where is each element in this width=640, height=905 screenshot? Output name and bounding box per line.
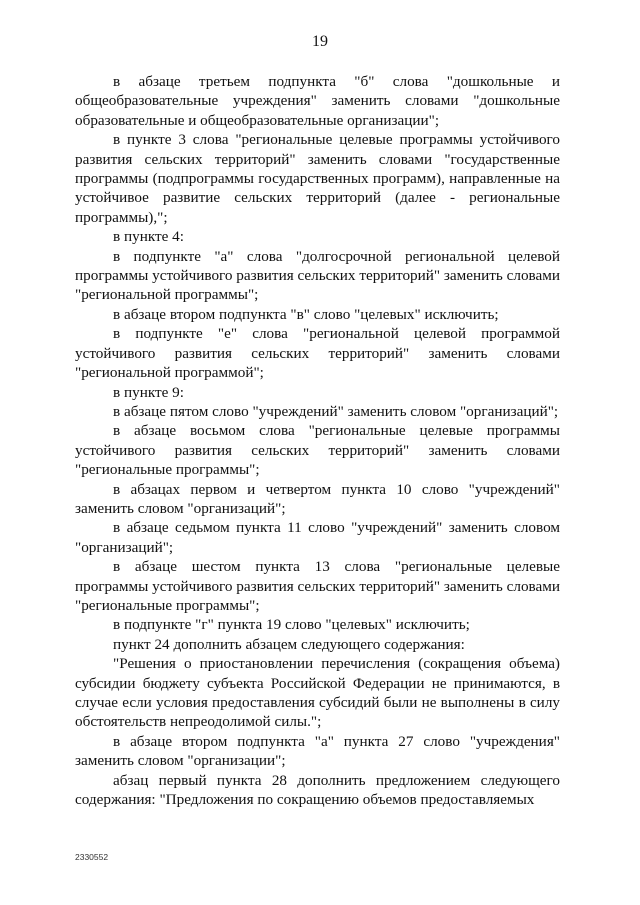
paragraph: в абзаце седьмом пункта 11 слово "учреждений" заменить словом "организаций"; [75, 519, 560, 556]
paragraph: в пункте 4: [113, 228, 184, 246]
paragraph: в пункте 9: [113, 383, 184, 401]
paragraph: в подпункте "г" пункта 19 слово "целевых" исключить; [113, 616, 470, 634]
paragraph: в абзаце восьмом слова "региональные целевые программы устойчивого развития сельских территорий" заменить словами "региональные программы"; [75, 422, 560, 479]
paragraph: в абзацах первом и четвертом пункта 10 слово "учреждений" заменить словом "организаций"; [75, 480, 560, 517]
paragraph: в пункте 3 слова "региональные целевые программы устойчивого развития сельских территорий" заменить словами "государственные программы (подпрограммы государственных программ), направленные на устойчивое развитие сельских территорий (далее - региональные программы),"; [75, 131, 560, 226]
page-number: 19 [312, 33, 328, 50]
document-code: 2330552 [75, 852, 109, 862]
paragraph: в подпункте "а" слова "долгосрочной региональной целевой программы устойчивого развития сельских территорий" заменить словами "региональной программы"; [75, 247, 560, 304]
paragraph: в абзаце шестом пункта 13 слова "региональные целевые программы устойчивого развития сельских территорий" заменить словами "региональные программы"; [75, 558, 560, 614]
paragraph: в абзаце пятом слово "учреждений" заменить словом "организаций"; [113, 402, 559, 420]
paragraph: в подпункте "е" слова "региональной целевой программой устойчивого развития сельских территорий" заменить словами "региональной программой"; [75, 325, 560, 382]
paragraph: пункт 24 дополнить абзацем следующего содержания: [113, 635, 465, 653]
paragraph: в абзаце втором подпункта "в" слово "целевых" исключить; [113, 305, 499, 323]
paragraph: в абзаце третьем подпункта "б" слова "дошкольные и общеобразовательные учреждения" заменить словами "дошкольные образовательные и общеобразовательные организации"; [75, 73, 560, 129]
quoted-paragraph: "Решения о приостановлении перечисления (сокращения объема) субсидии бюджету субъекта Российской Федерации не принимаются, в случае если условия предоставления субсидий были не выполнены в силу обстоятельств непреодолимой силы."; [75, 655, 560, 731]
paragraph: в абзаце втором подпункта "а" пункта 27 слово "учреждения" заменить словом "организации"; [75, 732, 560, 770]
document-body [75, 72, 560, 809]
paragraph: абзац первый пункта 28 дополнить предложением следующего содержания: "Предложения по сокращению объемов предоставляемых [75, 771, 560, 809]
